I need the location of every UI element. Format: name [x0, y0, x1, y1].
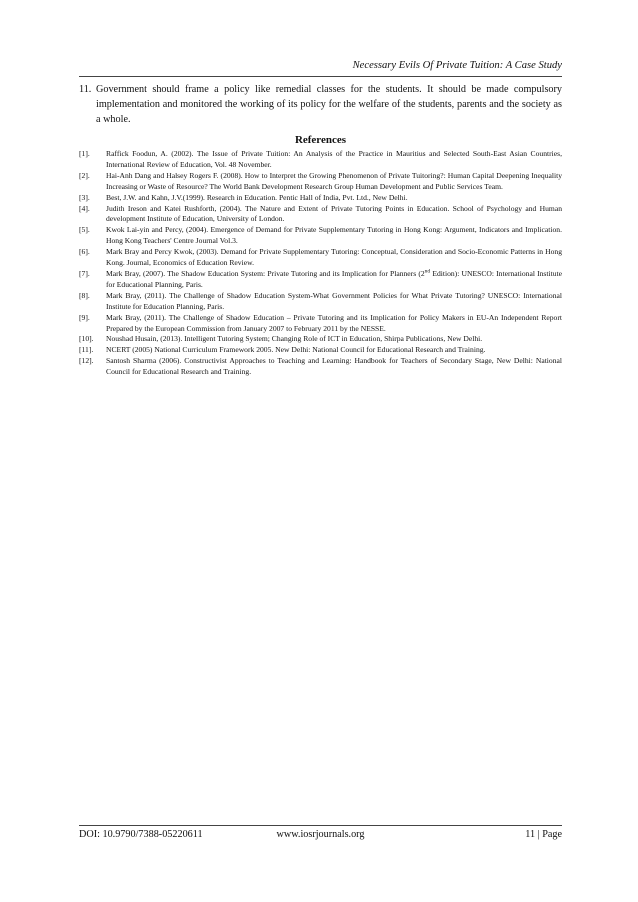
reference-number: [4]. [79, 203, 90, 213]
reference-number: [3]. [79, 192, 90, 202]
reference-text: NCERT (2005) National Curriculum Framework 2005. New Delhi: National Council for Educational Research and Training. [106, 345, 486, 355]
reference-superscript: nd [424, 268, 431, 275]
reference-number: [1]. [79, 149, 90, 158]
reference-item [79, 193, 562, 204]
footer-website: www.iosrjournals.org [276, 829, 365, 840]
reference-item [79, 204, 562, 226]
reference-number: [10]. [79, 334, 94, 344]
reference-item [79, 291, 562, 313]
reference-number: [12]. [79, 356, 94, 366]
reference-item [79, 356, 562, 378]
reference-text: Raffick Foodun, A. (2002). The Issue of Private Tuition: An Analysis of the Practice in Mauritius and Selected South-East Asian Countries, International Review of Education, Vol. 48 November. [106, 149, 562, 169]
reference-text-start: Mark Bray, (2007). The Shadow Education System: Private Tutoring and its Implication for Planners (2 [106, 268, 425, 278]
list-item-text: Government should frame a policy like remedial classes for the students. It should be made compulsory implementation and monitored the working of its policy for the welfare of the students, parents and the society as a whole. [96, 84, 562, 125]
reference-text: Kwok Lai-yin and Percy, (2004). Emergence of Demand for Private Supplementary Tutoring in Hong Kong: Argument, Indicators and Implication. Hong Kong Teachers' Centre Journal Vol.3. [106, 225, 562, 246]
reference-number: [8]. [79, 290, 90, 300]
reference-item [79, 247, 562, 269]
reference-text-end: Edition): UNESCO: International Institute for Educational Planning, Paris. [106, 268, 562, 289]
reference-item [79, 345, 562, 356]
reference-item [79, 334, 562, 345]
footer-doi: DOI: 10.9790/7388-05220611 [79, 829, 203, 840]
list-item-11 [79, 82, 562, 127]
reference-item [79, 313, 562, 335]
reference-text: Mark Bray, (2011). The Challenge of Shadow Education System-What Government Policies for What Private Tutoring? UNESCO: International Institute for Education Planning, Paris. [106, 290, 562, 311]
reference-item [79, 171, 562, 193]
reference-text: Mark Bray and Percy Kwok, (2003). Demand for Private Supplementary Tutoring: Conceptual, Consideration and Socio-Economic Patterns in Hong Kong. Journal, Economics of Education Review. [106, 247, 562, 268]
reference-number: [11]. [79, 345, 94, 355]
footer-page-number: 11 | Page [525, 829, 562, 840]
reference-text: Santosh Sharma (2006). Constructivist Approaches to Teaching and Learning: Handbook for Teachers of Secondary Stage, New Delhi: National Council for Educational Research and Training. [106, 356, 562, 377]
reference-text: Best, J.W. and Kahn, J.V.(1999). Research in Education. Pentic Hall of India, Pvt. Ltd., New Delhi. [106, 192, 408, 202]
reference-number: [2]. [79, 170, 90, 180]
header-divider [79, 76, 562, 77]
reference-text: Mark Bray, (2011). The Challenge of Shadow Education – Private Tutoring and its Implication for Policy Makers in EU-An Independent Report Prepared by the European Commission from January 2007 to February 2011 by the NESSE. [106, 312, 562, 333]
reference-item [79, 225, 562, 247]
reference-item [79, 149, 562, 171]
reference-text: Judith Ireson and Katei Rushforth, (2004). The Nature and Extent of Private Tutoring Points in Education. School of Psychology and Human development Institute of Education, University of London. [106, 203, 562, 224]
reference-number: [5]. [79, 225, 90, 235]
reference-item [79, 269, 562, 291]
list-item-number: 11. [79, 84, 92, 95]
reference-text: Hai-Anh Dang and Halsey Rogers F. (2008). How to Interpret the Growing Phenomenon of Private Tuitoring?: Human Capital Deepening Inequality Increasing or Waste of Resource? The World Bank Development Research Group Human Development and Public Services Team. [106, 170, 562, 191]
reference-list [79, 149, 562, 378]
running-header: Necessary Evils Of Private Tuition: A Case Study [352, 60, 562, 71]
references-heading: References [294, 134, 347, 146]
reference-number: [9]. [79, 312, 90, 322]
reference-text: Noushad Husain, (2013). Intelligent Tutoring System; Changing Role of ICT in Education, Shirpa Publications, New Delhi. [106, 334, 483, 344]
footer-divider [79, 825, 562, 826]
reference-number: [6]. [79, 247, 90, 257]
reference-number: [7]. [79, 268, 90, 278]
